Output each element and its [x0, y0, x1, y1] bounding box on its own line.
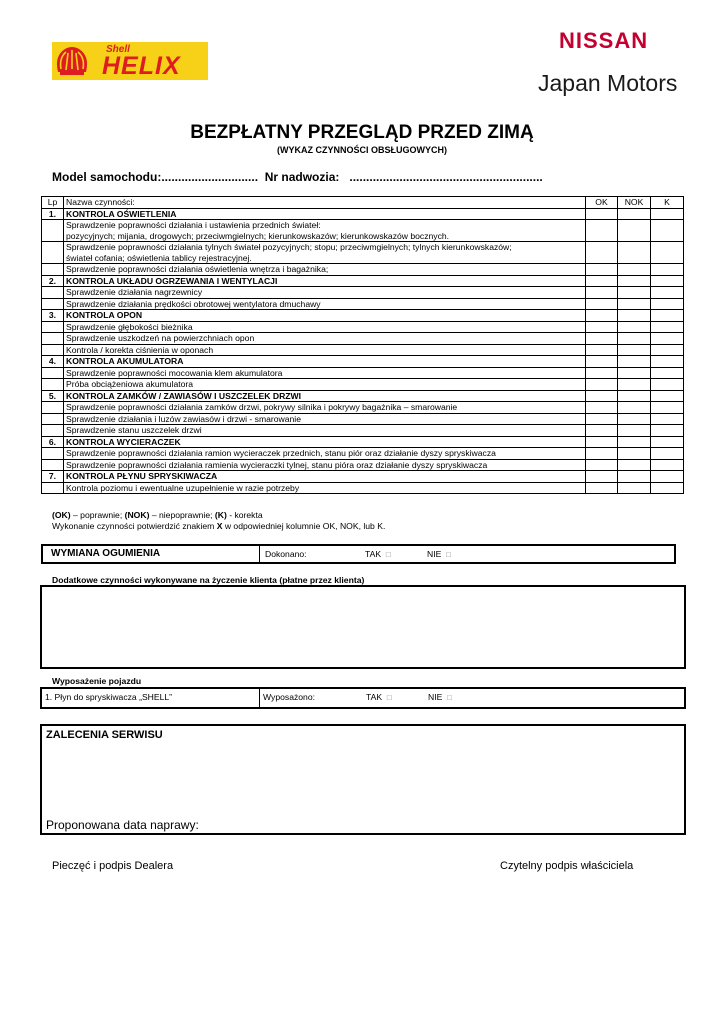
row-number — [42, 333, 64, 345]
ok-cell[interactable] — [586, 448, 618, 460]
legend-instr-a: Wykonanie czynności potwierdzić znakiem — [52, 521, 217, 531]
section-row — [42, 275, 684, 287]
legend-instructions — [52, 521, 385, 531]
task-name — [64, 264, 586, 276]
k-cell[interactable] — [651, 379, 684, 391]
header-k: K — [651, 197, 684, 209]
legend-k-code: (K) — [214, 510, 227, 520]
table-row — [42, 220, 684, 242]
ok-cell[interactable] — [586, 471, 618, 483]
row-number — [42, 367, 64, 379]
additional-work-label: Dodatkowe czynności wykonywane na życzenie klienta (płatne przez klienta) — [52, 575, 365, 585]
section-row — [42, 471, 684, 483]
k-cell[interactable] — [651, 448, 684, 460]
owner-signature-label: Czytelny podpis właściciela — [500, 860, 634, 872]
equipment-no-checkbox[interactable]: □ — [447, 693, 452, 702]
nok-cell[interactable] — [618, 413, 651, 425]
table-row — [42, 448, 684, 460]
ok-cell[interactable] — [586, 482, 618, 494]
k-cell[interactable] — [651, 264, 684, 276]
task-text: KONTROLA OPON — [66, 310, 143, 320]
task-name — [64, 344, 586, 356]
equipment-yes-option[interactable] — [366, 692, 392, 702]
ok-cell[interactable] — [586, 208, 618, 220]
tyre-yes-option[interactable] — [365, 549, 391, 559]
equipment-done-label: Wyposażono: — [263, 692, 315, 702]
tyre-no-option[interactable] — [427, 549, 451, 559]
ok-cell[interactable] — [586, 220, 618, 242]
ok-cell[interactable] — [586, 459, 618, 471]
k-cell[interactable] — [651, 367, 684, 379]
nok-cell[interactable] — [618, 379, 651, 391]
task-text: KONTROLA AKUMULATORA — [66, 356, 184, 366]
row-number — [42, 298, 64, 310]
ok-cell[interactable] — [586, 275, 618, 287]
row-number: 3. — [42, 310, 64, 322]
task-name — [64, 321, 586, 333]
table-row — [42, 287, 684, 299]
equipment-yes-label: TAK — [366, 692, 383, 702]
nok-cell[interactable] — [618, 344, 651, 356]
k-cell[interactable] — [651, 208, 684, 220]
k-cell[interactable] — [651, 333, 684, 345]
ok-cell[interactable] — [586, 333, 618, 345]
shell-brand-text: Shell — [106, 44, 130, 55]
model-vin-line: Model samochodu:............................. Nr nadwozia: .......................................................... — [52, 170, 543, 184]
service-checklist-table — [41, 196, 684, 494]
row-number — [42, 459, 64, 471]
legend-instr-b: w odpowiedniej kolumnie OK, NOK, lub K. — [222, 521, 386, 531]
nok-cell[interactable] — [618, 425, 651, 437]
row-number — [42, 379, 64, 391]
ok-cell[interactable] — [586, 436, 618, 448]
ok-cell[interactable] — [586, 242, 618, 264]
task-text: KONTROLA PŁYNU SPRYSKIWACZA — [66, 471, 218, 481]
section-row — [42, 310, 684, 322]
section-row — [42, 356, 684, 368]
row-number — [42, 220, 64, 242]
section-title — [64, 208, 586, 220]
k-cell[interactable] — [651, 242, 684, 264]
k-cell[interactable] — [651, 275, 684, 287]
section-row — [42, 436, 684, 448]
row-number: 2. — [42, 275, 64, 287]
equipment-no-option[interactable] — [428, 692, 452, 702]
k-cell[interactable] — [651, 220, 684, 242]
ok-cell[interactable] — [586, 298, 618, 310]
additional-work-box[interactable] — [40, 585, 686, 669]
task-text: Sprawdzenie poprawności mocowania klem akumulatora — [66, 367, 283, 378]
k-cell[interactable] — [651, 471, 684, 483]
task-name — [64, 287, 586, 299]
k-cell[interactable] — [651, 356, 684, 368]
row-number — [42, 321, 64, 333]
ok-cell[interactable] — [586, 379, 618, 391]
task-name — [64, 425, 586, 437]
table-row — [42, 242, 684, 264]
legend-ok-text: – poprawnie; — [70, 510, 125, 520]
k-cell[interactable] — [651, 287, 684, 299]
row-number: 1. — [42, 208, 64, 220]
task-name — [64, 242, 586, 264]
row-number: 5. — [42, 390, 64, 402]
section-row — [42, 208, 684, 220]
row-number: 7. — [42, 471, 64, 483]
nok-cell[interactable] — [618, 436, 651, 448]
row-number — [42, 287, 64, 299]
nok-cell[interactable] — [618, 287, 651, 299]
header-lp: Lp — [42, 197, 64, 209]
row-number: 4. — [42, 356, 64, 368]
nok-cell[interactable] — [618, 220, 651, 242]
task-text: Sprawdzenie poprawności działania ramion wycieraczek przednich, stanu piór oraz działanie dyszy spryskiwacza — [66, 448, 496, 458]
task-text: Sprawdzenie działania nagrzewnicy — [66, 287, 203, 297]
task-name — [64, 333, 586, 345]
equipment-yes-checkbox[interactable]: □ — [386, 693, 392, 702]
row-number — [42, 413, 64, 425]
tyre-change-label: WYMIANA OGUMIENIA — [51, 548, 161, 559]
tyre-no-checkbox[interactable]: □ — [446, 550, 451, 559]
legend-instr-x: X — [216, 521, 223, 531]
task-text: Sprawdzenie poprawności działania ramienia wycieraczki tylnej, stanu pióra oraz działanie dyszy spryskiwacza — [66, 459, 488, 470]
section-title — [64, 275, 586, 287]
section-title — [64, 471, 586, 483]
tyre-divider — [259, 546, 260, 562]
table-row — [42, 367, 684, 379]
row-number — [42, 242, 64, 264]
row-number: 6. — [42, 436, 64, 448]
page-title: BEZPŁATNY PRZEGLĄD PRZED ZIMĄ — [190, 122, 534, 143]
k-cell[interactable] — [651, 310, 684, 322]
section-row — [42, 390, 684, 402]
task-text: Kontrola poziomu i ewentualne uzupełnienie w razie potrzeby — [66, 482, 300, 493]
service-recommendations-label: ZALECENIA SERWISU — [46, 729, 163, 741]
table-row — [42, 333, 684, 345]
ok-cell[interactable] — [586, 321, 618, 333]
dealer-signature-label: Pieczęć i podpis Dealera — [52, 860, 174, 872]
k-cell[interactable] — [651, 482, 684, 494]
section-title — [64, 390, 586, 402]
row-number — [42, 344, 64, 356]
legend-nok-code: (NOK) — [124, 510, 150, 520]
k-cell[interactable] — [651, 390, 684, 402]
header-name: Nazwa czynności: — [64, 197, 586, 209]
shell-helix-logo — [52, 42, 208, 80]
header-ok: OK — [586, 197, 618, 209]
equipment-item: 1. Płyn do spryskiwacza „SHELL” — [45, 692, 173, 702]
task-name — [64, 367, 586, 379]
ok-cell[interactable] — [586, 287, 618, 299]
legend-k-text: - korekta — [226, 510, 263, 520]
nok-cell[interactable] — [618, 390, 651, 402]
task-text: Sprawdzenie poprawności działania oświetlenia wnętrza i bagażnika; — [66, 264, 329, 274]
table-header-row — [42, 197, 684, 209]
nissan-logo: NISSAN — [559, 28, 649, 53]
table-row — [42, 379, 684, 391]
nok-cell[interactable] — [618, 208, 651, 220]
table-row — [42, 425, 684, 437]
task-name — [64, 448, 586, 460]
legend-codes — [52, 510, 263, 520]
task-text: KONTROLA WYCIERACZEK — [66, 436, 181, 447]
task-name — [64, 459, 586, 471]
helix-text: HELIX — [102, 52, 181, 80]
table-row — [42, 298, 684, 310]
nok-cell[interactable] — [618, 275, 651, 287]
tyre-yes-label: TAK — [365, 549, 382, 559]
k-cell[interactable] — [651, 413, 684, 425]
nok-cell[interactable] — [618, 310, 651, 322]
k-cell[interactable] — [651, 402, 684, 414]
page-subtitle: (WYKAZ CZYNNOŚCI OBSŁUGOWYCH) — [277, 145, 447, 155]
task-text: Sprawdzenie poprawności działania zamków drzwi, pokrywy silnika i pokrywy bagażnika – smarowanie — [66, 402, 458, 412]
table-row — [42, 344, 684, 356]
nok-cell[interactable] — [618, 356, 651, 368]
task-name — [64, 379, 586, 391]
nok-cell[interactable] — [618, 298, 651, 310]
table-row — [42, 413, 684, 425]
task-text: Sprawdzenie poprawności działania i ustawienia przednich świateł: — [66, 220, 321, 230]
legend-ok-code: (OK) — [52, 510, 71, 520]
ok-cell[interactable] — [586, 310, 618, 322]
table-row — [42, 482, 684, 494]
task-name — [64, 482, 586, 494]
task-text: Sprawdzenie stanu uszczelek drzwi — [66, 425, 202, 435]
ok-cell[interactable] — [586, 402, 618, 414]
nok-cell[interactable] — [618, 321, 651, 333]
k-cell[interactable] — [651, 436, 684, 448]
k-cell[interactable] — [651, 425, 684, 437]
ok-cell[interactable] — [586, 264, 618, 276]
nok-cell[interactable] — [618, 402, 651, 414]
japan-motors-logo: Japan Motors — [538, 70, 678, 96]
task-text: Sprawdzenie działania prędkości obrotowej wentylatora dmuchawy — [66, 298, 321, 309]
task-text: Próba obciążeniowa akumulatora — [66, 379, 194, 389]
table-row — [42, 264, 684, 276]
task-text-continued: pozycyjnych; mijania, drogowych; przeciwmgielnych; kierunkowskazów; kierunkowskazów bocznych. — [66, 230, 450, 241]
ok-cell[interactable] — [586, 367, 618, 379]
tyre-no-label: NIE — [427, 549, 442, 559]
row-number — [42, 448, 64, 460]
table-row — [42, 321, 684, 333]
tyre-done-label: Dokonano: — [265, 549, 307, 559]
k-cell[interactable] — [651, 298, 684, 310]
ok-cell[interactable] — [586, 425, 618, 437]
task-name — [64, 298, 586, 310]
task-name — [64, 413, 586, 425]
table-row — [42, 459, 684, 471]
ok-cell[interactable] — [586, 344, 618, 356]
legend-nok-text: – niepoprawnie; — [149, 510, 215, 520]
task-text: KONTROLA UKŁADU OGRZEWANIA I WENTYLACJI — [66, 275, 278, 286]
nok-cell[interactable] — [618, 482, 651, 494]
k-cell[interactable] — [651, 344, 684, 356]
service-recommendations-box[interactable] — [40, 724, 686, 835]
nok-cell[interactable] — [618, 448, 651, 460]
nok-cell[interactable] — [618, 459, 651, 471]
section-title — [64, 436, 586, 448]
task-text: Sprawdzenie uszkodzeń na powierzchniach opon — [66, 333, 255, 343]
equipment-no-label: NIE — [428, 692, 443, 702]
task-text: Sprawdzenie działania i luzów zawiasów i drzwi - smarowanie — [66, 413, 301, 424]
ok-cell[interactable] — [586, 390, 618, 402]
nok-cell[interactable] — [618, 242, 651, 264]
equipment-divider — [259, 689, 260, 707]
nok-cell[interactable] — [618, 333, 651, 345]
k-cell[interactable] — [651, 459, 684, 471]
section-title — [64, 356, 586, 368]
task-text: KONTROLA OŚWIETLENIA — [66, 208, 177, 219]
nok-cell[interactable] — [618, 367, 651, 379]
task-name — [64, 220, 586, 242]
nok-cell[interactable] — [618, 471, 651, 483]
tyre-change-row — [41, 544, 676, 564]
proposed-repair-date-label: Proponowana data naprawy: — [46, 818, 199, 832]
task-text-continued: świateł cofania; oświetlenia tablicy rejestracyjnej. — [66, 252, 252, 263]
equipment-row — [40, 687, 686, 709]
row-number — [42, 482, 64, 494]
task-text: Sprawdzenie głębokości bieżnika — [66, 321, 193, 332]
task-text: KONTROLA ZAMKÓW / ZAWIASÓW I USZCZELEK DRZWI — [66, 390, 302, 401]
section-title — [64, 310, 586, 322]
ok-cell[interactable] — [586, 413, 618, 425]
row-number — [42, 425, 64, 437]
table-row — [42, 402, 684, 414]
k-cell[interactable] — [651, 321, 684, 333]
row-number — [42, 264, 64, 276]
task-name — [64, 402, 586, 414]
nok-cell[interactable] — [618, 264, 651, 276]
equipment-label: Wyposażenie pojazdu — [52, 676, 142, 686]
row-number — [42, 402, 64, 414]
header-nok: NOK — [618, 197, 651, 209]
task-text: Sprawdzenie poprawności działania tylnych świateł pozycyjnych; stopu; przeciwmgielnych; tylnych kierunkowskazów; — [66, 242, 512, 252]
ok-cell[interactable] — [586, 356, 618, 368]
task-text: Kontrola / korekta ciśnienia w oponach — [66, 344, 214, 355]
tyre-yes-checkbox[interactable]: □ — [385, 550, 391, 559]
